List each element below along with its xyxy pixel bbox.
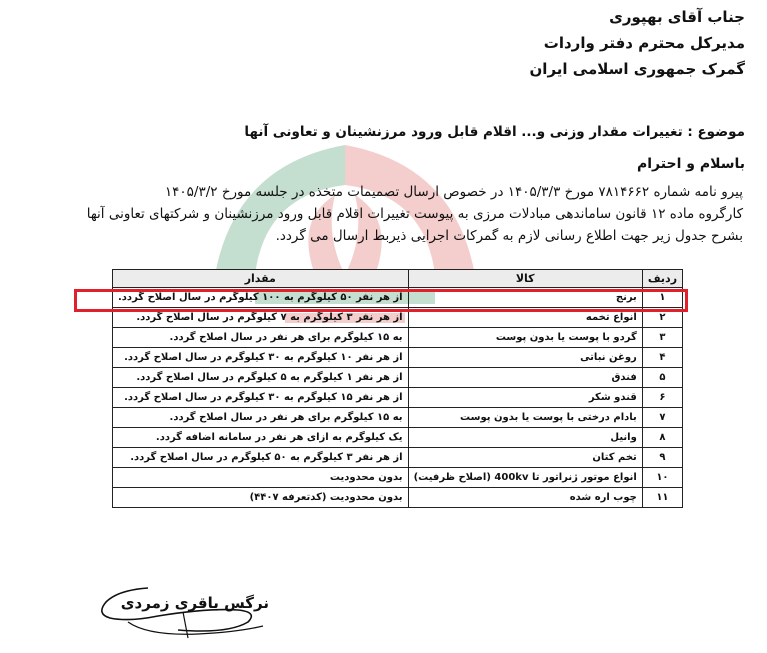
body-line: پیرو نامه شماره ۷۸۱۴۶۶۲ مورخ ۱۴۰۵/۳/۳ در خصوص ارسال تصمیمات متخذه در جلسه مورخ ۱۴۰۵/۳/۲ [164,184,743,200]
row-number: ۱۰ [642,468,682,488]
goods-cell: تخم کتان [408,448,642,468]
amount-cell: از هر نفر ۱۰ کیلوگرم به ۳۰ کیلوگرم در سال اصلاح گردد. [113,348,409,368]
subject-line: موضوع : تغییرات مقدار وزنی و... اقلام قابل ورود مرزنشینان و تعاونی آنها [244,124,745,140]
row-number: ۷ [642,408,682,428]
table-row [113,448,683,468]
amount-cell: یک کیلوگرم به ازای هر نفر در سامانه اضافه گردد. [113,428,409,448]
row-number: ۱ [642,288,682,308]
header-goods: کالا [408,270,642,288]
recipient-name: جناب آقای بهپوری [609,8,745,26]
amount-cell: از هر نفر ۱۵ کیلوگرم به ۳۰ کیلوگرم در سال اصلاح گردد. [113,388,409,408]
amount-cell: از هر نفر ۳ کیلوگرم به ۷ کیلوگرم در سال اصلاح گردد. [113,308,409,328]
goods-cell: بادام درختی با پوست یا بدون پوست [408,408,642,428]
table-row [113,328,683,348]
signatory-name: نرگس باقری زمردی [120,594,269,612]
goods-cell: وانیل [408,428,642,448]
goods-cell: برنج [408,288,642,308]
amount-cell: به ۱۵ کیلوگرم برای هر نفر در سال اصلاح گردد. [113,328,409,348]
header-amount: مقدار [113,270,409,288]
row-number: ۵ [642,368,682,388]
amount-cell: از هر نفر ۵۰ کیلوگرم به ۱۰۰ کیلوگرم در سال اصلاح گردد. [113,288,409,308]
goods-cell: فندق [408,368,642,388]
table-row [113,428,683,448]
table-row [113,368,683,388]
amount-cell: بدون محدودیت [113,468,409,488]
amount-cell: از هر نفر ۳ کیلوگرم به ۵۰ کیلوگرم در سال اصلاح گردد. [113,448,409,468]
row-number: ۸ [642,428,682,448]
amount-cell: به ۱۵ کیلوگرم برای هر نفر در سال اصلاح گردد. [113,408,409,428]
goods-cell: گردو با پوست یا بدون پوست [408,328,642,348]
row-number: ۳ [642,328,682,348]
header-row-number: ردیف [642,270,682,288]
goods-cell: انواع موتور ژنراتور تا 400kv (اصلاح ظرفیت) [408,468,642,488]
goods-cell: انواع تخمه [408,308,642,328]
body-line: کارگروه ماده ۱۲ قانون ساماندهی مبادلات مرزی به پیوست تغییرات اقلام قابل ورود مرزنشینان و شرکتهای تعاونی آنها [86,206,743,222]
signature-scribble [88,578,288,643]
table-row [113,468,683,488]
recipient-title: مدیرکل محترم دفتر واردات [543,34,745,52]
table-row [113,488,683,508]
table-row [113,408,683,428]
row-number: ۲ [642,308,682,328]
greeting: باسلام و احترام [637,156,745,172]
letter-body [43,181,743,247]
row-number: ۶ [642,388,682,408]
table-header-row [113,270,683,288]
goods-cell: قندو شکر [408,388,642,408]
goods-cell: چوب اره شده [408,488,642,508]
highlight-box [74,289,688,312]
row-number: ۹ [642,448,682,468]
table-row [113,388,683,408]
recipient-org: گمرک جمهوری اسلامی ایران [529,60,745,78]
amount-cell: بدون محدودیت (کدتعرفه ۴۴۰۷) [113,488,409,508]
row-number: ۱۱ [642,488,682,508]
body-line: بشرح جدول زیر جهت اطلاع رسانی لازم به گمرکات اجرایی ذیربط ارسال می گردد. [275,228,743,244]
amount-cell: از هر نفر ۱ کیلوگرم به ۵ کیلوگرم در سال اصلاح گردد. [113,368,409,388]
table-row [113,348,683,368]
goods-cell: روغن نباتی [408,348,642,368]
row-number: ۴ [642,348,682,368]
